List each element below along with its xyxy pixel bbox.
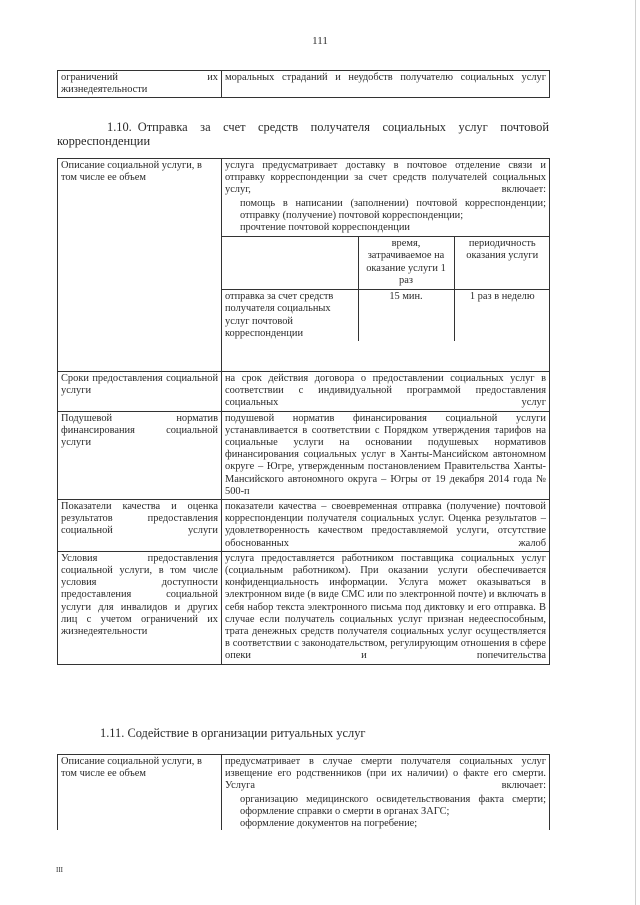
description-item-2: отправку (получение) почтовой корреспонденции; <box>240 209 464 221</box>
time-frequency-table <box>222 236 550 341</box>
terms-label-cell: Сроки предоставления социальной услуги <box>58 372 222 412</box>
description-intro: услуга предусматривает доставку в почтовое отделение связи и отправку корреспонденции за счет средств получателей социальных услуг, включает: <box>225 160 546 196</box>
row-time: 15 мин. <box>358 290 454 341</box>
conditions-text-cell: услуга предоставляется работником поставщика социальных услуг (социальным работником). При оказании услуги обеспечивается конфиденциальность информации. Услуга может оказываться в электронном виде (в виде СМС или по электронной почте) и включать в себя набор текста электронного письма под диктовку и его отправка. В случае если получатель социальных услуг признан недееспособным, трата денежных средств получателя социальных услуг осуществляется в соответствии с законодательством, регулирующим отношения в сфере опеки и попечительства <box>222 551 550 664</box>
section-1-10-title: Отправка за счет средств получателя социальных услуг почтовой корреспонденции <box>57 120 549 148</box>
conditions-label-cell: Условия предоставления социальной услуги, в том числе условия доступности предоставления социальной услуги для инвалидов и других лиц с учетом ограничений их жизнедеятельности <box>58 551 222 664</box>
footer-mark: ІІІ <box>56 866 63 874</box>
description-item-1: помощь в написании (заполнении) почтовой корреспонденции; <box>240 197 546 209</box>
quality-text-cell: показатели качества – своевременная отправка (получение) почтовой корреспонденции получателя социальных услуг. Оценка результатов – удовлетворенность качеством предоставляемой услуги, отсутствие обоснованных жалоб <box>222 500 550 552</box>
time-header: время, затрачиваемое на оказание услуги 1 раз <box>358 237 454 290</box>
description-content-cell <box>222 159 550 372</box>
quality-label-cell: Показатели качества и оценка результатов предоставления социальной услуги <box>58 500 222 552</box>
section-1-11-number: 1.11. <box>100 726 125 740</box>
page-edge <box>635 0 636 905</box>
section-1-11-table <box>57 754 550 830</box>
top-table-left-cell: ограничений их жизнедеятельности <box>58 71 222 98</box>
s11-item-3: оформление документов на погребение; <box>240 818 418 830</box>
s11-description-content-cell <box>222 755 550 831</box>
section-1-10-number: 1.10. <box>107 120 132 134</box>
page-number: 111 <box>312 35 328 47</box>
inner-empty-header <box>222 237 358 290</box>
section-1-11-heading <box>100 726 549 740</box>
section-1-10-heading <box>57 120 549 148</box>
section-1-11-title: Содействие в организации ритуальных услуг <box>127 726 366 740</box>
s11-item-1: организацию медицинского освидетельствования факта смерти; <box>240 793 546 805</box>
frequency-header: периодичность оказания услуги <box>454 237 550 290</box>
terms-text-cell: на срок действия договора о предоставлении социальных услуг в соответствии с индивидуальной программой предоставления социальных услуг <box>222 372 550 412</box>
section-1-10-table <box>57 158 550 665</box>
norm-label-cell: Подушевой норматив финансирования социальной услуги <box>58 411 222 499</box>
description-item-3: прочтение почтовой корреспонденции <box>240 222 410 234</box>
top-table-right-cell: моральных страданий и неудобств получателю социальных услуг <box>222 71 550 98</box>
s11-description-label-cell: Описание социальной услуги, в том числе ее объем <box>58 755 222 831</box>
row-frequency: 1 раз в неделю <box>454 290 550 341</box>
s11-description-intro: предусматривает в случае смерти получателя социальных услуг извещение его родственников (при их наличии) о факте его смерти. Услуга включает: <box>225 756 546 792</box>
s11-item-2: оформление справки о смерти в органах ЗАГС; <box>240 805 450 817</box>
norm-text-cell: подушевой норматив финансирования социальной услуги устанавливается в соответствии с Порядком утверждения тарифов на социальные услуги на основании подушевых нормативов финансирования социальных услуг в Ханты-Мансийском автономном округе – Югре, утвержденным постановлением Правительства Ханты-Мансийского автономного округа – Югры от 19 декабря 2014 года № 500-п <box>222 411 550 499</box>
top-continuation-table <box>57 70 550 98</box>
description-label-cell: Описание социальной услуги, в том числе ее объем <box>58 159 222 372</box>
row-service: отправка за счет средств получателя социальных услуг почтовой корреспонденции <box>222 290 358 341</box>
